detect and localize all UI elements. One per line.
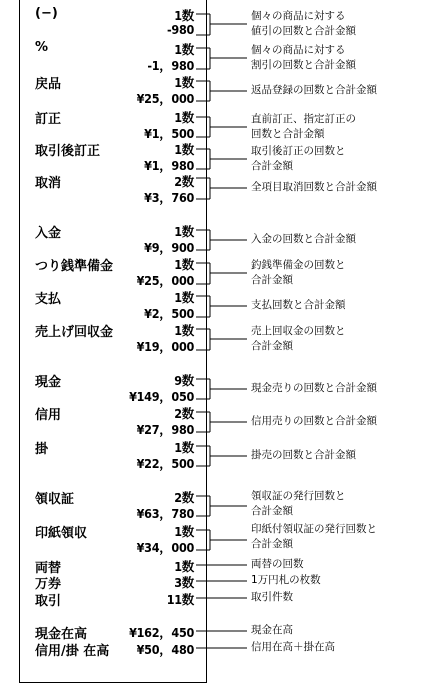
single-label: 信用/掛 在高	[35, 644, 110, 659]
single-desc: 取引件数	[251, 591, 293, 603]
row-count: 1数	[174, 257, 194, 272]
row-count: 2数	[174, 406, 194, 421]
row-count: 2数	[174, 490, 194, 505]
single-value: 3数	[174, 575, 194, 590]
row-amount: ¥22，500	[136, 456, 194, 471]
row-desc: 返品登録の回数と合計金額	[251, 84, 377, 96]
single-desc: 両替の回数	[251, 558, 304, 570]
row-count: 2数	[174, 174, 194, 189]
row-desc: 売上回収金の回数と 合計金額	[251, 325, 346, 352]
single-desc: 信用在高＋掛在高	[251, 641, 335, 653]
row-label: つり銭準備金	[35, 259, 114, 274]
row-label: 取消	[35, 176, 62, 191]
single-value: 11数	[166, 592, 194, 607]
row-label: 領収証	[35, 492, 75, 507]
row-label: %	[35, 40, 49, 55]
row-count: 1数	[174, 110, 194, 125]
row-desc: 個々の商品に対する 割引の回数と合計金額	[251, 44, 356, 71]
row-amount: -1，980	[147, 58, 194, 73]
row-label: 戻品	[35, 77, 62, 92]
row-label: 支払	[35, 292, 62, 307]
row-desc: 支払回数と合計金額	[251, 299, 346, 311]
single-value: ¥162，450	[129, 625, 194, 640]
row-label: 売上げ回収金	[35, 325, 114, 340]
row-label: 印紙領収	[35, 526, 88, 541]
row-count: 1数	[174, 8, 194, 23]
single-desc: 現金在高	[251, 624, 293, 636]
row-label: (−)	[35, 6, 58, 21]
row-amount: ¥1，980	[144, 158, 194, 173]
row-amount: ¥25，000	[136, 273, 194, 288]
row-amount: ¥1，500	[144, 126, 194, 141]
row-desc: 印紙付領収証の発行回数と 合計金額	[251, 523, 377, 550]
row-count: 1数	[174, 224, 194, 239]
row-desc: 現金売りの回数と合計金額	[251, 382, 377, 394]
row-count: 9数	[174, 373, 194, 388]
row-amount: ¥25，000	[136, 91, 194, 106]
row-count: 1数	[174, 142, 194, 157]
single-label: 両替	[35, 561, 62, 576]
row-amount: ¥149，050	[129, 389, 194, 404]
row-count: 1数	[174, 524, 194, 539]
row-desc: 信用売りの回数と合計金額	[251, 415, 377, 427]
row-desc: 掛売の回数と合計金額	[251, 449, 356, 461]
row-label: 現金	[35, 375, 62, 390]
row-desc: 直前訂正、指定訂正の 回数と合計金額	[251, 113, 356, 140]
single-value: 1数	[174, 559, 194, 574]
row-label: 訂正	[35, 112, 62, 127]
row-amount: ¥27，980	[136, 422, 194, 437]
single-value: ¥50，480	[136, 642, 194, 657]
row-amount: ¥34，000	[136, 540, 194, 555]
single-label: 万券	[35, 577, 62, 592]
single-desc: 1万円札の枚数	[251, 574, 321, 586]
row-count: 1数	[174, 42, 194, 57]
row-count: 1数	[174, 75, 194, 90]
row-label: 信用	[35, 408, 62, 423]
row-count: 1数	[174, 290, 194, 305]
row-amount: ¥3，760	[144, 190, 194, 205]
row-desc: 個々の商品に対する 値引の回数と合計金額	[251, 10, 356, 37]
row-amount: ¥63，780	[136, 506, 194, 521]
row-desc: 取引後訂正の回数と 合計金額	[251, 145, 346, 172]
row-label: 取引後訂正	[35, 144, 101, 159]
row-desc: 入金の回数と合計金額	[251, 233, 356, 245]
row-label: 入金	[35, 226, 62, 241]
row-amount: ¥2，500	[144, 306, 194, 321]
single-label: 取引	[35, 594, 62, 609]
row-amount: ¥19，000	[136, 339, 194, 354]
row-amount: ¥9，900	[144, 240, 194, 255]
row-desc: 領収証の発行回数と 合計金額	[251, 490, 346, 517]
row-desc: 全項目取消回数と合計金額	[251, 181, 377, 193]
row-label: 掛	[35, 442, 49, 457]
row-count: 1数	[174, 440, 194, 455]
single-label: 現金在高	[35, 627, 88, 642]
row-desc: 釣銭準備金の回数と 合計金額	[251, 259, 346, 286]
row-amount: -980	[167, 22, 194, 37]
row-count: 1数	[174, 323, 194, 338]
